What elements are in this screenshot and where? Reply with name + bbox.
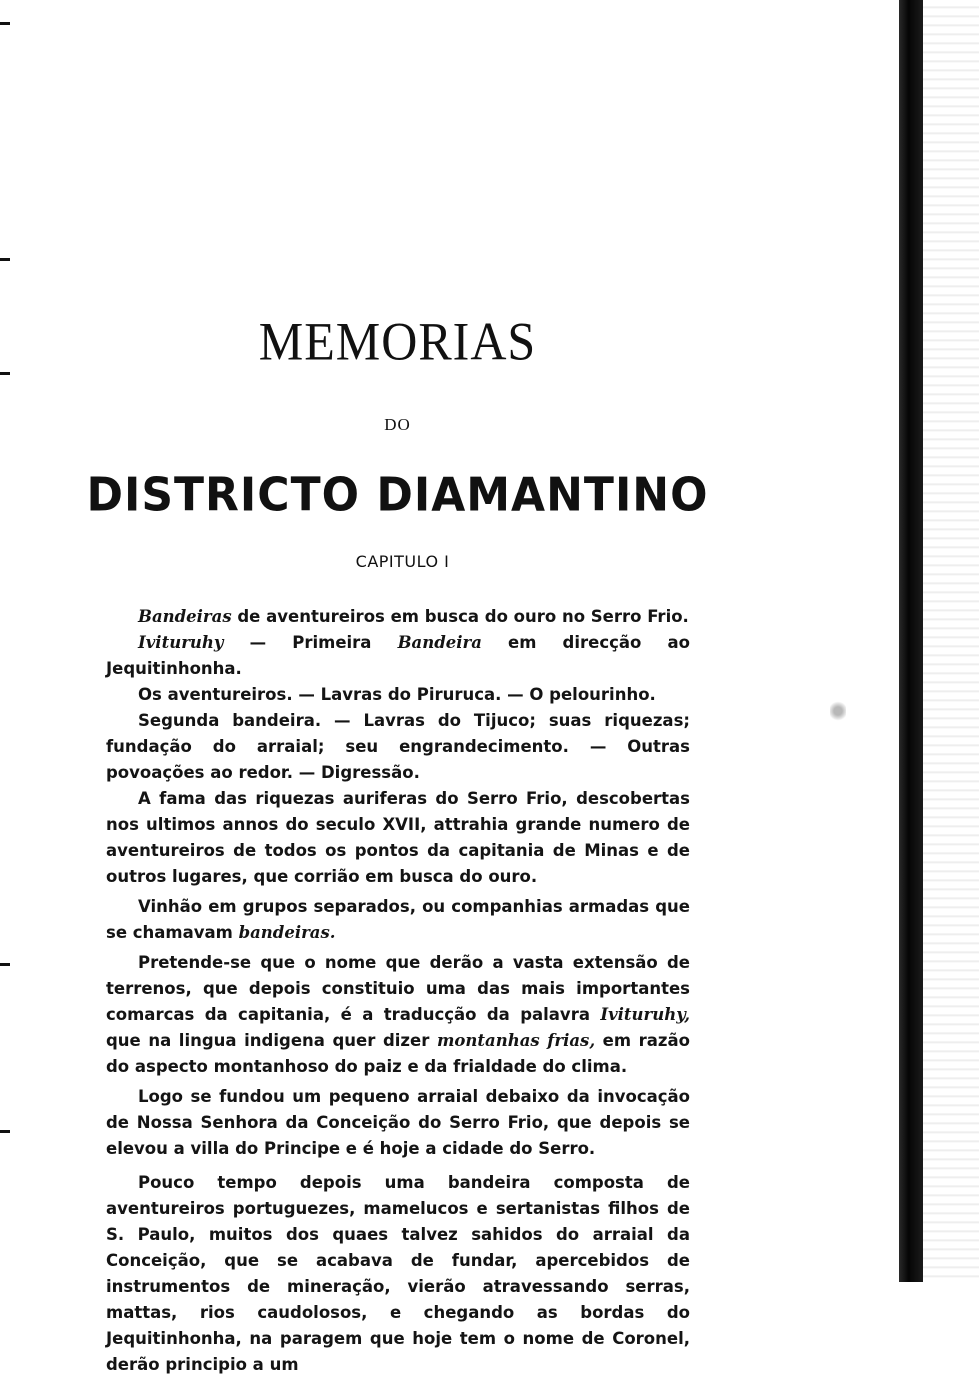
page-subtitle: DISTRICTO DIAMANTINO [86, 468, 709, 523]
paragraph [106, 1170, 690, 1378]
italic-text: Bandeira [397, 633, 482, 652]
text-run: Segunda bandeira. — Lavras do Tijuco; suas riquezas; fundação do arraial; seu engrandecimento. — Outras povoações ao redor. — Digressão. [106, 711, 690, 782]
summary-line [106, 604, 690, 630]
text-run: Logo se fundou um pequeno arraial debaixo da invocação de Nossa Senhora da Conceição do Serro Frio, que depois se elevou a villa do Principe e é hoje a cidade do Serro. [106, 1087, 690, 1158]
chapter-paragraphs [106, 786, 690, 1378]
paragraph [106, 1084, 690, 1162]
margin-texture [923, 0, 979, 1282]
text-run: que na lingua indigena quer dizer [106, 1031, 437, 1050]
book-binding-edge [899, 0, 923, 1282]
text-run: de aventureiros em busca do ouro no Serro Frio. [231, 607, 689, 626]
italic-text: Ivituruhy, [600, 1005, 690, 1024]
text-run: A fama das riquezas auriferas do Serro Frio, descobertas nos ultimos annos do seculo XVII, attrahia grande numero de aventureiros de todos os pontos da capitania de Minas e de outros lugares, que corrião em busca do ouro. [106, 789, 690, 886]
text-run: Os aventureiros. — Lavras do Piruruca. — O pelourinho. [138, 685, 656, 704]
title-connector: DO [384, 415, 411, 434]
chapter-heading: CAPITULO I [355, 552, 450, 571]
paragraph [106, 786, 690, 890]
text-run: em razão do aspecto montanhoso do paiz e da frialdade do clima. [106, 1031, 691, 1076]
text-run: — Primeira [223, 633, 398, 652]
text-run: Pouco tempo depois uma bandeira composta de aventureiros portuguezes, mamelucos e sertanistas filhos de S. Paulo, muitos dos quaes talvez sahidos do arraial da Conceição, que se acabava de fundar, apercebidos de instrumentos de mineração, vierão atravessando serras, mattas, rios caudolosos, e chegando as bordas do Jequitinhonha, na paragem que hoje tem o nome de Coronel, derão principio a um [106, 1173, 690, 1374]
paragraph [106, 950, 690, 1080]
summary-line [106, 630, 690, 682]
paragraph [106, 894, 690, 946]
left-edge-marks [0, 0, 12, 1282]
italic-text: Ivituruhy [138, 633, 224, 652]
italic-text: bandeiras. [238, 923, 336, 942]
summary-line [106, 682, 690, 708]
chapter-summary [106, 604, 690, 786]
summary-line [106, 708, 690, 786]
body-text [106, 604, 690, 1378]
italic-text: Bandeiras [138, 607, 232, 626]
page-title: MEMORIAS [258, 310, 537, 372]
text-run: Vinhão em grupos separados, ou companhias armadas que se chamavam [106, 897, 690, 942]
italic-text: montanhas frias, [436, 1031, 596, 1050]
text-run: em direcção ao Jequitinhonha. [106, 633, 690, 678]
text-run: Pretende-se que o nome que derão a vasta extensão de terrenos, que depois constituio uma das mais importantes comarcas da capitania, é a traducção da palavra [106, 953, 690, 1024]
ink-blot [830, 700, 846, 722]
